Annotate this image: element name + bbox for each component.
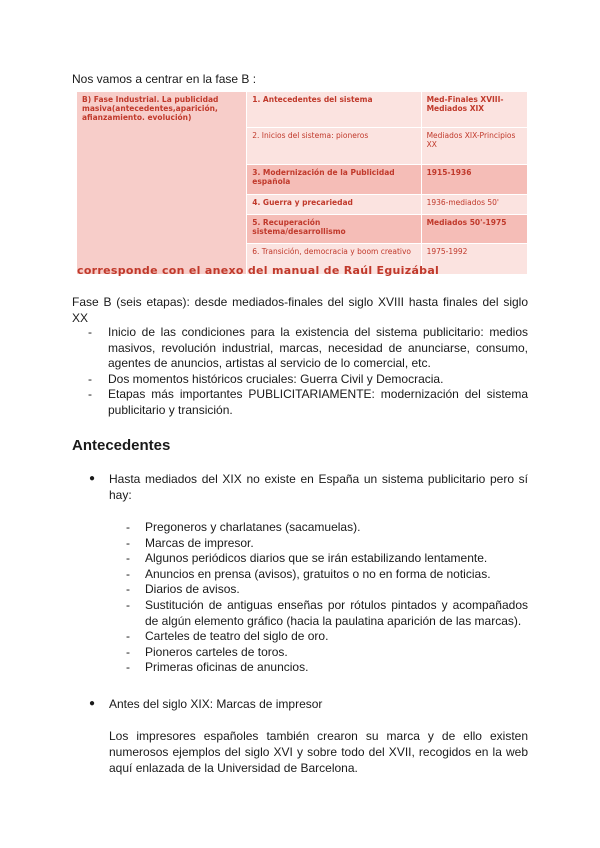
date-cell: 1975-1992 — [421, 244, 527, 275]
date-cell: 1915-1936 — [421, 165, 527, 195]
list-item: - Diarios de avisos. — [126, 582, 240, 597]
antecedentes-list — [126, 520, 528, 676]
bullet-marker: ● — [89, 698, 96, 709]
list-item: - Sustitución de antiguas enseñas por rótulos pintados y acompañados de algún elemento gráfico (hacia la paulatina aparición de las marcas). — [126, 597, 528, 628]
date-cell: Mediados 50'-1975 — [421, 215, 527, 244]
bullet-item — [89, 471, 528, 503]
list-item: - Marcas de impresor. — [126, 535, 254, 550]
list-item: - Etapas más importantes PUBLICITARIAMENTE: modernización del sistema publicitario y transición. — [88, 387, 528, 417]
date-cell: Mediados XIX-Principios XX — [421, 128, 527, 165]
intro-text: Nos vamos a centrar en la fase B : — [72, 72, 257, 86]
bullet-item — [89, 696, 528, 712]
stage-cell: 4. Guerra y precariedad — [247, 195, 421, 215]
stage-cell: 1. Antecedentes del sistema — [247, 92, 421, 128]
section-heading: Antecedentes — [72, 437, 171, 454]
list-item: - Dos momentos históricos cruciales: Guerra Civil y Democracia. — [88, 371, 444, 386]
table-cut-caption: corresponde con el anexo del manual de Raúl Eguizábal — [77, 264, 440, 277]
list-item: - Carteles de teatro del siglo de oro. — [126, 629, 329, 644]
phases-table — [76, 91, 528, 275]
table-row — [77, 92, 528, 128]
bullet-text: Hasta mediados del XIX no existe en España un sistema publicitario pero sí hay: — [109, 472, 528, 502]
dash-marker: - — [88, 325, 92, 339]
phase-b-cell: B) Fase Industrial. La publicidad masiva(antecedentes,aparición, afianzamiento. evolución) — [77, 92, 247, 275]
fase-b-summary: Fase B (seis etapas): desde mediados-finales del siglo XVIII hasta finales del siglo XX — [72, 295, 528, 325]
list-item: - Inicio de las condiciones para la existencia del sistema publicitario: medios masivos, revolución industrial, marcas, necesidad de anunciarse, consumo, agentes de anuncios, artistas al servicio de lo comercial, etc. — [88, 325, 528, 371]
date-cell: Med-Finales XVIII-Mediados XIX — [421, 92, 527, 128]
impresores-paragraph: Los impresores españoles también crearon su marca y de ello existen numerosos ejemplos del siglo XVI y sobre todo del XVII, recogidos en la web aquí enlazada de la Universidad de Barcelona. — [109, 729, 528, 775]
list-item: - Algunos periódicos diarios que se irán estabilizando lentamente. — [126, 551, 488, 566]
list-item: - Pregoneros y charlatanes (sacamuelas). — [126, 520, 361, 534]
stage-cell: 5. Recuperación sistema/desarrollismo — [247, 215, 421, 244]
bullet-text: Antes del siglo XIX: Marcas de impresor — [109, 697, 323, 711]
list-item: - Anuncios en prensa (avisos), gratuitos o no en forma de noticias. — [126, 566, 491, 581]
stage-cell: 2. Inicios del sistema: pioneros — [247, 128, 421, 165]
stage-cell: 3. Modernización de la Publicidad española — [247, 165, 421, 195]
phases-table-image — [76, 91, 528, 277]
fase-b-list — [88, 325, 528, 419]
dash-marker: - — [88, 371, 92, 386]
bullet-marker: ● — [89, 473, 96, 484]
list-item: - Primeras oficinas de anuncios. — [126, 660, 309, 675]
stage-cell: 6. Transición, democracia y boom creativo — [247, 244, 421, 275]
list-item: - Pioneros carteles de toros. — [126, 644, 288, 659]
dash-marker: - — [88, 387, 92, 402]
date-cell: 1936-mediados 50' — [421, 195, 527, 215]
